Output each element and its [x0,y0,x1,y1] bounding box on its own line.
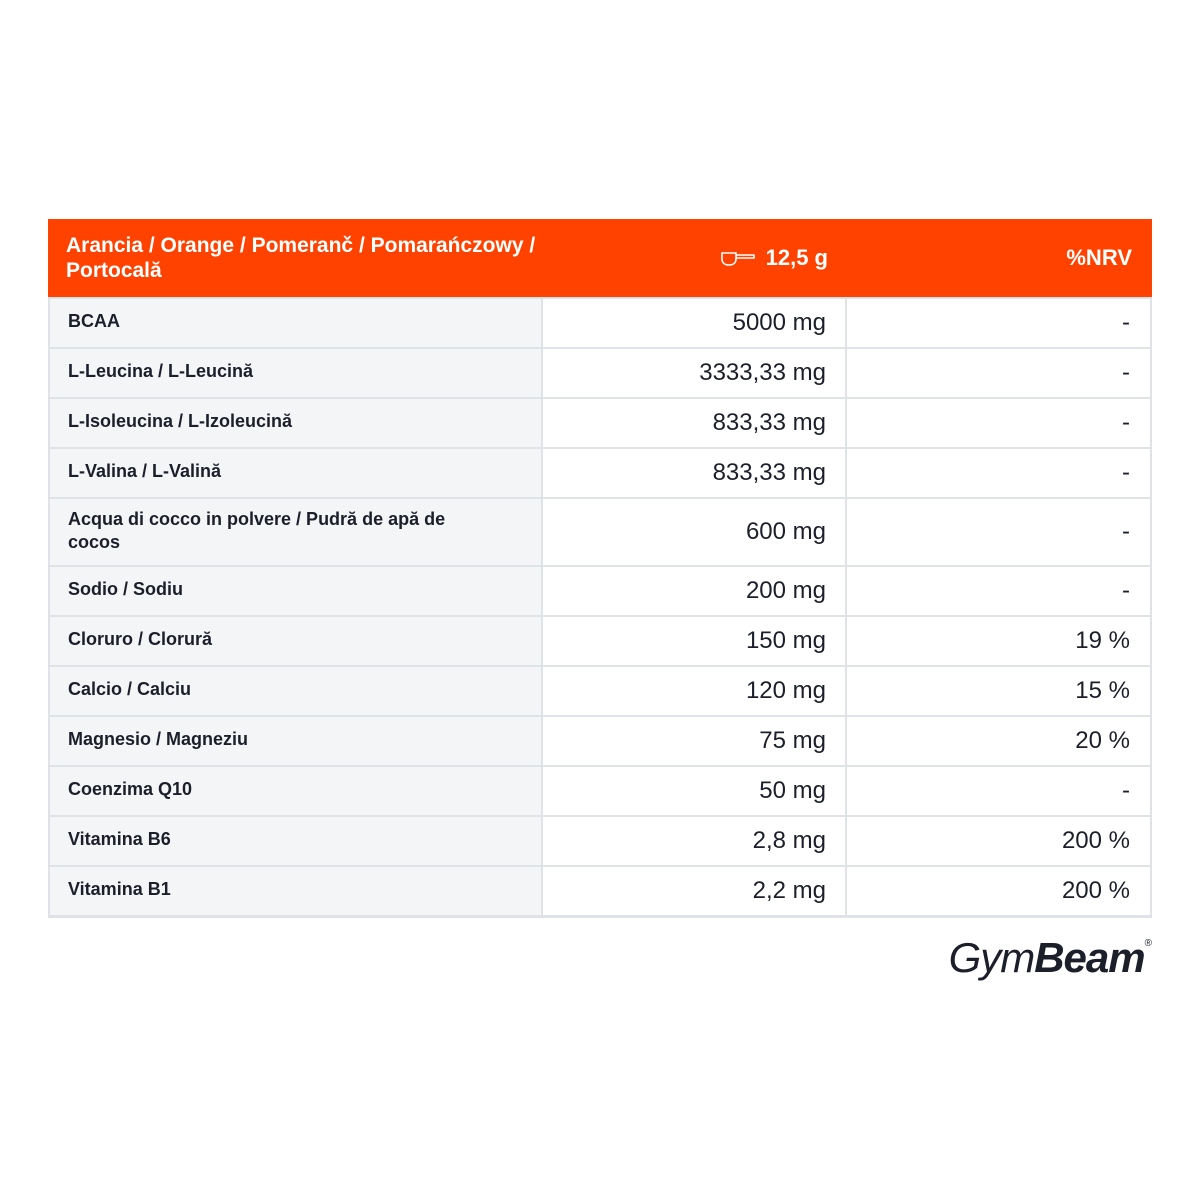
nutrient-name: L-Valina / L-Valină [68,461,222,481]
serving-heading [543,245,847,271]
nutrient-name: Calcio / Calciu [68,679,192,699]
nutrient-name: Acqua di cocco in polvere / Pudră de apă de cocos [68,508,446,552]
scoop-icon [720,249,756,267]
nutrient-amount: 2,8 mg [543,817,847,865]
nutrient-nrv: 200 % [847,817,1152,865]
nutrient-name-cell [48,299,543,347]
nutrient-name-cell [48,667,543,715]
nutrient-name: Coenzima Q10 [68,779,193,799]
nutrient-name-cell [48,717,543,765]
nutrient-name-cell [48,867,543,915]
nutrient-name: Sodio / Sodiu [68,579,183,599]
nutrient-amount: 833,33 mg [543,399,847,447]
table-row [48,397,1152,447]
nutrient-amount: 833,33 mg [543,449,847,497]
table-row [48,665,1152,715]
flavor-heading: Arancia / Orange / Pomeranč / Pomarańczowy / Portocală [66,234,536,282]
brand-name-bold: Beam [1034,934,1145,981]
brand-logo [949,934,1152,982]
table-row [48,297,1152,347]
table-row [48,565,1152,615]
nutrient-amount: 600 mg [543,499,847,565]
table-row [48,615,1152,665]
table-header [48,219,1152,297]
nutrient-name: Cloruro / Clorură [68,629,213,649]
nutrient-nrv: 19 % [847,617,1152,665]
nutrient-nrv: - [847,349,1152,397]
nrv-heading: %NRV [1066,245,1132,270]
nutrient-amount: 75 mg [543,717,847,765]
nutrient-amount: 50 mg [543,767,847,815]
nutrient-amount: 200 mg [543,567,847,615]
registered-mark: ® [1144,938,1152,949]
nutrient-name: Magnesio / Magneziu [68,729,249,749]
nutrient-name-cell [48,567,543,615]
table-row [48,865,1152,915]
nutrient-nrv: - [847,567,1152,615]
nutrient-nrv: 15 % [847,667,1152,715]
table-body [48,297,1152,915]
table-row [48,347,1152,397]
table-row [48,815,1152,865]
nutrient-amount: 5000 mg [543,299,847,347]
nutrition-table [48,219,1152,918]
table-row [48,497,1152,565]
table-row [48,447,1152,497]
nutrient-name: L-Isoleucina / L-Izoleucină [68,411,293,431]
table-row [48,715,1152,765]
nutrient-name-cell [48,449,543,497]
nutrient-name: Vitamina B6 [68,829,171,849]
nutrient-amount: 3333,33 mg [543,349,847,397]
nutrient-name-cell [48,617,543,665]
nutrient-name-cell [48,817,543,865]
nutrient-name: BCAA [68,311,120,331]
nutrient-amount: 120 mg [543,667,847,715]
nutrient-nrv: - [847,499,1152,565]
serving-size: 12,5 g [765,245,828,270]
nutrient-nrv: - [847,767,1152,815]
nutrient-name-cell [48,399,543,447]
nutrient-amount: 2,2 mg [543,867,847,915]
nutrient-nrv: - [847,399,1152,447]
nutrient-name-cell [48,499,543,565]
table-row [48,765,1152,815]
nutrient-amount: 150 mg [543,617,847,665]
nutrient-name-cell [48,349,543,397]
nutrient-nrv: - [847,449,1152,497]
brand-name-light: Gym [948,934,1035,981]
nutrient-name: Vitamina B1 [68,879,171,899]
nutrient-nrv: 20 % [847,717,1152,765]
nutrient-nrv: - [847,299,1152,347]
nutrient-name: L-Leucina / L-Leucină [68,361,254,381]
nutrient-name-cell [48,767,543,815]
nutrient-nrv: 200 % [847,867,1152,915]
